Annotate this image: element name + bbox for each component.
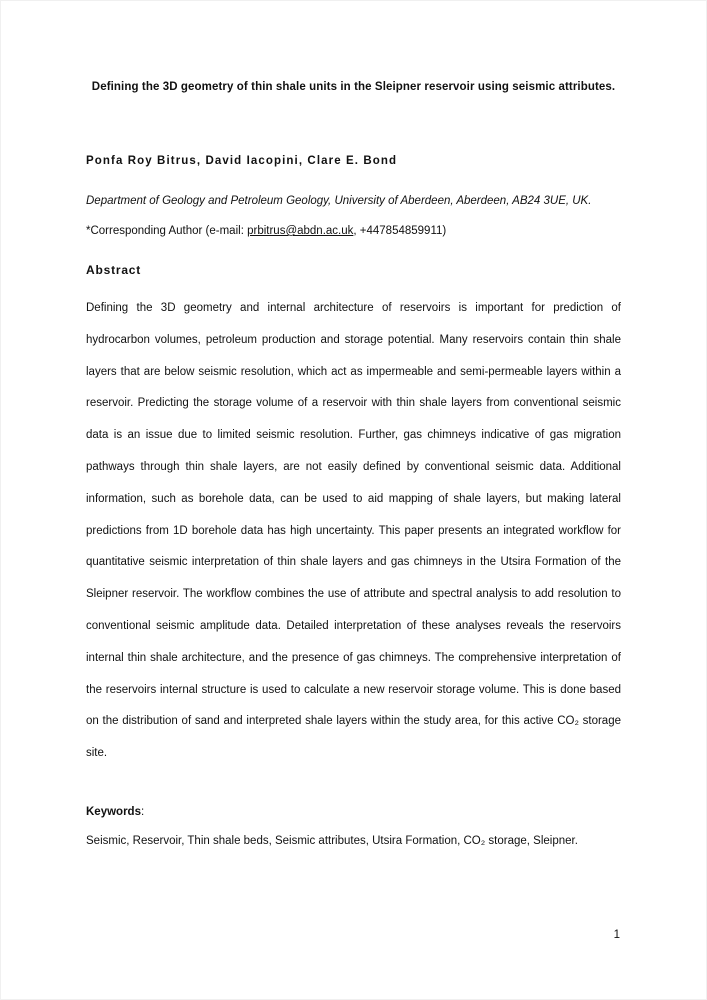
abstract-heading: Abstract [86,263,142,277]
email-link[interactable]: prbitrus@abdn.ac.uk [247,225,354,237]
abstract-paragraph: Defining the 3D geometry and internal architecture of reservoirs is important for prediction of hydrocarbon volumes, petroleum production and storage potential. Many reservoirs contain thin shale layers that are below seismic resolution, which act as impermeable and semi-permeable layers within a reservoir. Predicting the storage volume of a reservoir with thin shale layers from conventional seismic data is an issue due to limited seismic resolution. Further, gas chimneys indicative of gas migration pathways through thin shale layers, are not easily defined by conventional seismic data. Additional information, such as borehole data, can be used to aid mapping of shale layers, but making lateral predictions from 1D borehole data has high uncertainty. This paper presents an integrated workflow for quantitative seismic interpretation of thin shale layers and gas chimneys in the Utsira Formation of the Sleipner reservoir. The workflow combines the use of attribute and spectral analysis to add resolution to conventional seismic amplitude data. Detailed interpretation of these analyses reveals the reservoirs internal thin shale architecture, and the presence of gas chimneys. The comprehensive interpretation of the reservoirs internal structure is used to calculate a new reservoir storage volume. This is done based on the distribution of sand and interpreted shale layers within the study area, for this active CO₂ storage site. [86,302,621,760]
keywords-heading [86,806,621,818]
paper-title: Defining the 3D geometry of thin shale units in the Sleipner reservoir using seismic attributes. [91,81,616,93]
authors-line: Ponfa Roy Bitrus, David Iacopini, Clare E. Bond [86,155,398,167]
page-number: 1 [613,929,620,941]
corresponding-prefix: *Corresponding Author (e-mail: [86,225,248,237]
affiliation-line: Department of Geology and Petroleum Geology, University of Aberdeen, Aberdeen, AB24 3UE, UK. [86,195,592,207]
corresponding-author-line [86,225,621,237]
keywords-label: Keywords [86,805,141,818]
keywords-colon: : [140,805,145,818]
keywords-text: Seismic, Reservoir, Thin shale beds, Seismic attributes, Utsira Formation, CO₂ storage, Sleipner. [86,834,578,847]
corresponding-suffix: , +447854859911) [353,225,447,237]
